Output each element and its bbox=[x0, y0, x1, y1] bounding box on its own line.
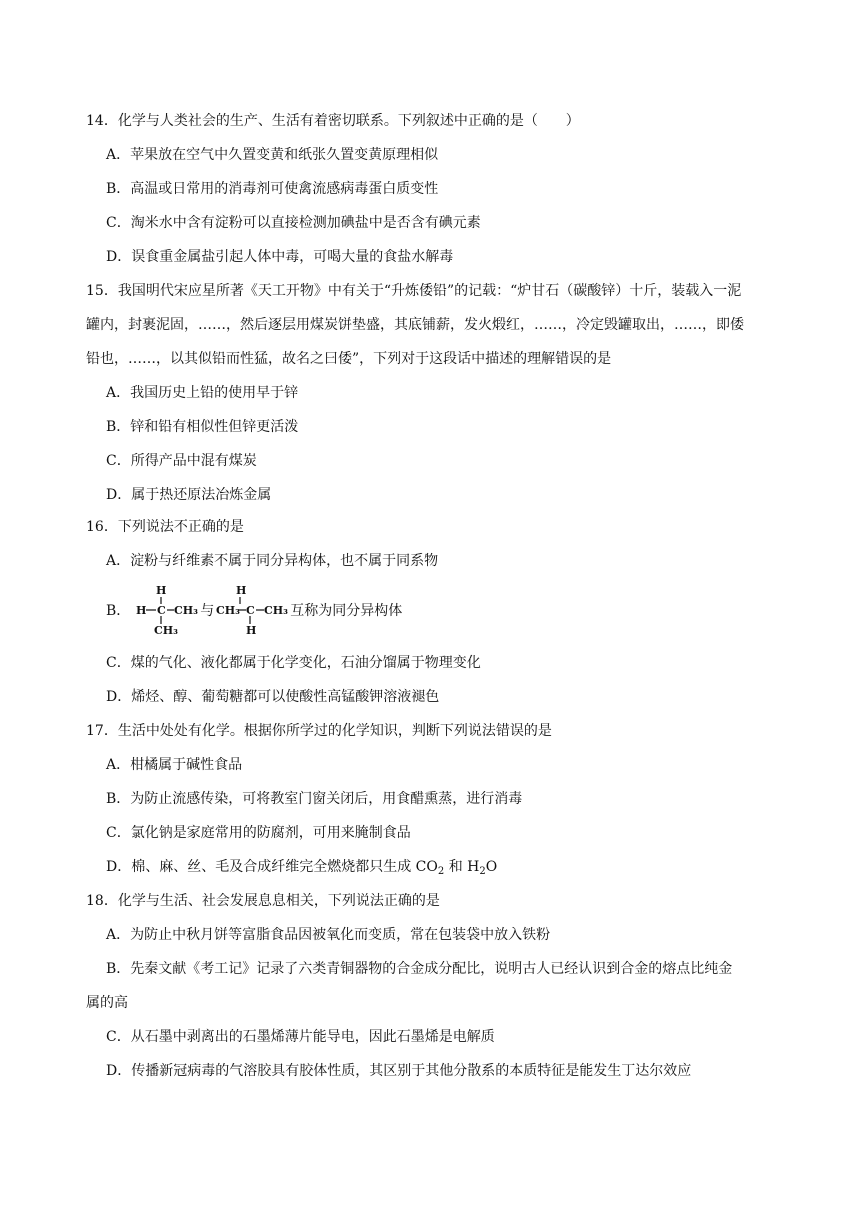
co2-subscript: 2 bbox=[437, 866, 445, 877]
mol2-c-atom: C bbox=[246, 604, 256, 617]
question-18-option-c: C．从石墨中剥离出的石墨烯薄片能导电，因此石墨烯是电解质 bbox=[106, 1029, 495, 1045]
h2o-subscript: 2 bbox=[479, 866, 486, 877]
question-17-option-d bbox=[106, 850, 786, 884]
mol2-ch3-right: CH₃ bbox=[264, 604, 289, 617]
question-18-option-a: A．为防止中秋月饼等富脂食品因被氧化而变质，常在包装袋中放入铁粉 bbox=[106, 927, 551, 943]
option-d-text: D．棉、麻、丝、毛及合成纤维完全燃烧都只生成 CO bbox=[106, 859, 438, 875]
option-d-mid: 和 H bbox=[444, 859, 480, 875]
question-15-option-d: D．属于热还原法冶炼金属 bbox=[106, 487, 272, 503]
question-17-option-b: B．为防止流感传染，可将教室门窗关闭后，用食醋熏蒸，进行消毒 bbox=[106, 791, 523, 807]
question-17-option-a: A．柑橘属于碱性食品 bbox=[106, 757, 243, 773]
mol1-ch3-bottom: CH₃ bbox=[154, 624, 179, 637]
isobutane-structure bbox=[130, 582, 200, 638]
question-15-stem-line-2: 罐内，封裹泥固，……，然后逐层用煤炭饼垫盛，其底铺薪，发火煅红，……，冷定毁罐取出，……，即倭 bbox=[86, 317, 744, 333]
question-18-stem: 18．化学与生活、社会发展息息相关，下列说法正确的是 bbox=[86, 893, 440, 909]
question-17-option-c: C．氯化钠是家庭常用的防腐剂，可用来腌制食品 bbox=[106, 825, 411, 841]
mol1-c-atom: C bbox=[157, 604, 167, 617]
question-16-option-d: D．烯烃、醇、葡萄糖都可以使酸性高锰酸钾溶液褪色 bbox=[106, 689, 440, 705]
question-17-stem: 17．生活中处处有化学。根据你所学过的化学知识，判断下列说法错误的是 bbox=[86, 723, 552, 739]
question-14-option-d: D．误食重金属盐引起人体中毒，可喝大量的食盐水解毒 bbox=[106, 249, 454, 265]
butane-structure bbox=[214, 582, 290, 638]
option-b-label: B． bbox=[106, 603, 131, 619]
question-14-stem: 14．化学与人类社会的生产、生活有着密切联系。下列叙述中正确的是（ ） bbox=[86, 113, 580, 129]
question-14-option-a: A．苹果放在空气中久置变黄和纸张久置变黄原理相似 bbox=[106, 147, 439, 163]
question-15-option-b: B．锌和铅有相似性但锌更活泼 bbox=[106, 419, 299, 435]
question-18-option-b-line-1: B．先秦文献《考工记》记录了六类青铜器物的合金成分配比，说明古人已经认识到合金的熔点比纯金 bbox=[106, 961, 733, 977]
mol2-h-top: H bbox=[236, 584, 247, 597]
option-b-suffix: 互称为同分异构体 bbox=[290, 603, 403, 619]
question-16-option-a: A．淀粉与纤维素不属于同分异构体，也不属于同系物 bbox=[106, 553, 439, 569]
question-16-option-b bbox=[106, 582, 786, 638]
option-b-connector: 与 bbox=[200, 603, 215, 619]
mol2-ch3-left: CH₃ bbox=[216, 604, 241, 617]
question-15-option-c: C．所得产品中混有煤炭 bbox=[106, 453, 257, 469]
question-15-stem-line-1: 15．我国明代宋应星所著《天工开物》中有关于“升炼倭铅”的记载：“炉甘石（碳酸锌）十斤，装载入一泥 bbox=[86, 283, 742, 299]
mol1-h-atom: H bbox=[136, 604, 147, 617]
question-16-option-c: C．煤的气化、液化都属于化学变化，石油分馏属于物理变化 bbox=[106, 655, 481, 671]
option-d-end: O bbox=[485, 859, 498, 875]
mol1-ch3-right: CH₃ bbox=[174, 604, 199, 617]
question-14-option-c: C．淘米水中含有淀粉可以直接检测加碘盐中是否含有碘元素 bbox=[106, 215, 481, 231]
mol1-h-top: H bbox=[156, 584, 167, 597]
question-15-stem-line-3: 铅也，……，以其似铅而性猛，故名之曰倭”，下列对于这段话中描述的理解错误的是 bbox=[86, 351, 612, 367]
mol2-h-bottom: H bbox=[246, 624, 257, 637]
question-18-option-b-line-2: 属的高 bbox=[86, 995, 128, 1011]
question-16-stem: 16．下列说法不正确的是 bbox=[86, 519, 244, 535]
question-18-option-d: D．传播新冠病毒的气溶胶具有胶体性质，其区别于其他分散系的本质特征是能发生丁达尔效应 bbox=[106, 1063, 692, 1079]
question-14-option-b: B．高温或日常用的消毒剂可使禽流感病毒蛋白质变性 bbox=[106, 181, 439, 197]
question-15-option-a: A．我国历史上铅的使用早于锌 bbox=[106, 385, 299, 401]
